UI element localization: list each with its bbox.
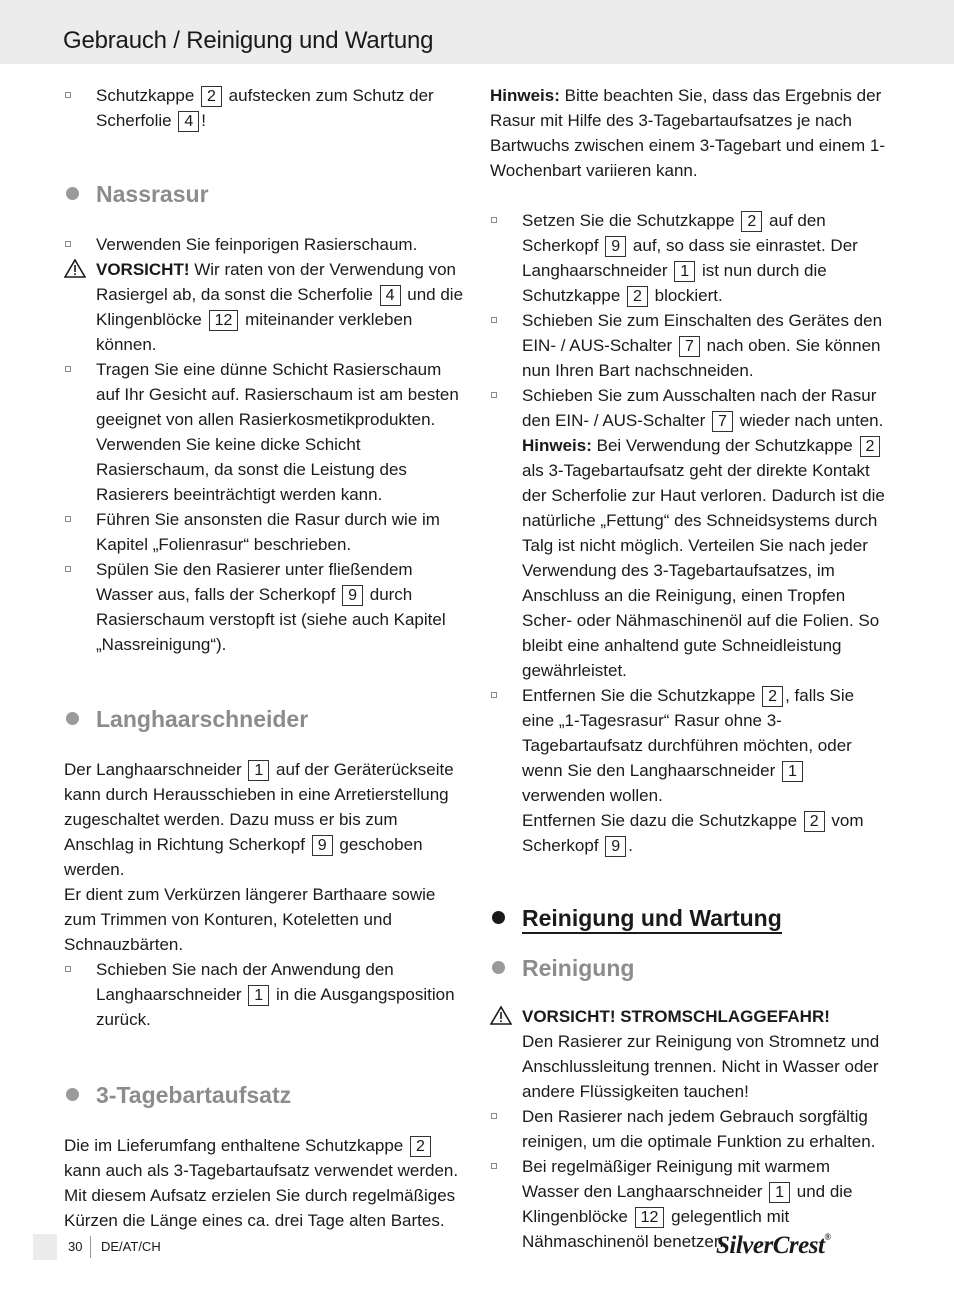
section-heading-langhaarschneider: Langhaarschneider xyxy=(64,705,464,733)
section-heading-reinigung: Reinigung xyxy=(490,954,890,982)
part-ref: 2 xyxy=(762,686,783,707)
part-ref: 2 xyxy=(201,86,222,107)
part-ref: 2 xyxy=(627,286,648,307)
list-item: Setzen Sie die Schutzkappe 2 auf den Scherkopf 9 auf, so dass sie einrastet. Der Langhaarschneider 1 ist nun durch die Schutzkappe 2 blockiert. xyxy=(490,208,890,308)
part-ref: 12 xyxy=(635,1207,665,1228)
paragraph: Er dient zum Verkürzen längerer Barthaare sowie zum Trimmen von Konturen, Koteletten und Schnauzbärten. xyxy=(64,885,436,954)
part-ref: 9 xyxy=(312,835,333,856)
bullet-icon xyxy=(491,1113,497,1119)
warning-triangle-icon xyxy=(64,259,86,278)
list-item: Führen Sie ansonsten die Rasur durch wie im Kapitel „Folienrasur“ beschrieben. xyxy=(64,507,464,557)
list-item: Verwenden Sie feinporigen Rasierschaum. xyxy=(64,232,464,257)
bullet-dot-icon xyxy=(492,911,505,924)
section-heading-reinigung-und-wartung: Reinigung und Wartung xyxy=(490,904,890,932)
list-item: Spülen Sie den Rasierer unter fließendem Wasser aus, falls der Scherkopf 9 durch Rasierschaum verstopft ist (siehe auch Kapitel „Nassreinigung“). xyxy=(64,557,464,657)
bullet-icon xyxy=(65,966,71,972)
bullet-icon xyxy=(65,516,71,522)
part-ref: 9 xyxy=(342,585,363,606)
list-item: Schutzkappe 2 aufstecken zum Schutz der Scherfolie 4 ! xyxy=(64,83,464,133)
warning-item: VORSICHT! STROMSCHLAGGEFAHR! Den Rasierer zur Reinigung von Stromnetz und Anschlussleitung trennen. Nicht in Wasser oder andere Flüssigkeiten tauchen! xyxy=(490,1004,890,1104)
part-ref: 1 xyxy=(769,1182,790,1203)
part-ref: 2 xyxy=(410,1136,431,1157)
part-ref: 1 xyxy=(782,761,803,782)
bullet-dot-icon xyxy=(492,961,505,974)
part-ref: 1 xyxy=(248,985,269,1006)
list-item: Bei regelmäßiger Reinigung mit warmem Wasser den Langhaarschneider 1 und die Klingenblöcke 12 gelegentlich mit Nähmaschinenöl benetzen. xyxy=(490,1154,890,1254)
footer-divider xyxy=(90,1236,91,1258)
part-ref: 4 xyxy=(178,111,199,132)
bullet-icon xyxy=(491,1163,497,1169)
bullet-dot-icon xyxy=(66,712,79,725)
bullet-dot-icon xyxy=(66,187,79,200)
part-ref: 12 xyxy=(209,310,239,331)
bullet-icon xyxy=(65,566,71,572)
list-item: Schieben Sie zum Ausschalten nach der Rasur den EIN- / AUS-Schalter 7 wieder nach unten. Hinweis: Bei Verwendung der Schutzkappe 2 als 3-Tagebartaufsatz geht der direkte Kontakt der Scherfolie zur Haut verloren. Dadurch ist die natürliche „Fettung“ des Schneidsystems durch Talg ist nicht möglich. Verteilen Sie nach jeder Verwendung des 3-Tagebartaufsatzes, im Anschluss an die Reinigung, einen Tropfen Scher- oder Nähmaschinenöl auf die Folien. So bleibt eine anhaltend gute Schneidleistung gewährleistet. xyxy=(490,383,890,683)
bullet-icon xyxy=(491,217,497,223)
page-title: Gebrauch / Reinigung und Wartung xyxy=(63,27,434,54)
right-column xyxy=(490,83,890,1254)
bullet-icon xyxy=(491,392,497,398)
list-item: Schieben Sie zum Einschalten des Gerätes den EIN- / AUS-Schalter 7 nach oben. Sie können nun Ihren Bart nachschneiden. xyxy=(490,308,890,383)
bullet-icon xyxy=(491,692,497,698)
bullet-dot-icon xyxy=(66,1088,79,1101)
bullet-icon xyxy=(65,92,71,98)
left-column xyxy=(64,83,464,1233)
warning-triangle-icon xyxy=(490,1006,512,1025)
bullet-icon xyxy=(491,317,497,323)
list-item: Tragen Sie eine dünne Schicht Rasierschaum auf Ihr Gesicht auf. Rasierschaum ist am besten geeignet von allen Rasierkosmetikprodukten. Verwenden Sie keine dicke Schicht Rasierschaum, da sonst die Leistung des Rasierers beeinträchtigt werden kann. xyxy=(64,357,464,507)
part-ref: 9 xyxy=(605,236,626,257)
part-ref: 2 xyxy=(741,211,762,232)
part-ref: 9 xyxy=(605,836,626,857)
paragraph: Die im Lieferumfang enthaltene Schutzkappe 2 kann auch als 3-Tagebartaufsatz verwendet werden. Mit diesem Aufsatz erzielen Sie durch regelmäßiges Kürzen die Länge eines ca. drei Tage alten Bartes. xyxy=(64,1136,459,1230)
bullet-icon xyxy=(65,366,71,372)
list-item: Schieben Sie nach der Anwendung den Langhaarschneider 1 in die Ausgangsposition zurück. xyxy=(64,957,464,1032)
part-ref: 2 xyxy=(860,436,881,457)
section-heading-3-tagebartaufsatz: 3-Tagebartaufsatz xyxy=(64,1081,464,1109)
section-heading-nassrasur: Nassrasur xyxy=(64,180,464,208)
page-number: 30 xyxy=(68,1239,83,1254)
paragraph: Der Langhaarschneider 1 auf der Geräterückseite kann durch Herausschieben in eine Arretierstellung zugeschaltet werden. Dazu muss er bis zum Anschlag in Richtung Scherkopf 9 geschoben werden. xyxy=(64,760,454,879)
footer-marker xyxy=(33,1234,57,1260)
bullet-icon xyxy=(65,241,71,247)
part-ref: 1 xyxy=(674,261,695,282)
list-item: Entfernen Sie die Schutzkappe 2 , falls Sie eine „1-Tagesrasur“ Rasur ohne 3-Tagebartaufsatz durchführen möchten, oder wenn Sie den Langhaarschneider 1 verwenden wollen. Entfernen Sie dazu die Schutzkappe 2 vom Scherkopf 9 . xyxy=(490,683,890,858)
note-paragraph: Hinweis: Bitte beachten Sie, dass das Ergebnis der Rasur mit Hilfe des 3-Tagebartaufsatzes je nach Bartwuchs zwischen einem 3-Tagebart und einem 1-Wochenbart variieren kann. xyxy=(490,86,885,180)
warning-item: VORSICHT! Wir raten von der Verwendung von Rasiergel ab, da sonst die Scherfolie 4 und die Klingenblöcke 12 miteinander verkleben können. xyxy=(64,257,464,357)
page-header xyxy=(0,0,954,64)
list-item: Den Rasierer nach jedem Gebrauch sorgfältig reinigen, um die optimale Funktion zu erhalten. xyxy=(490,1104,890,1154)
brand-logo: SilverCrest® xyxy=(716,1232,831,1259)
locale-label: DE/AT/CH xyxy=(101,1239,161,1254)
part-ref: 1 xyxy=(248,760,269,781)
part-ref: 4 xyxy=(380,285,401,306)
part-ref: 7 xyxy=(679,336,700,357)
part-ref: 7 xyxy=(712,411,733,432)
part-ref: 2 xyxy=(804,811,825,832)
